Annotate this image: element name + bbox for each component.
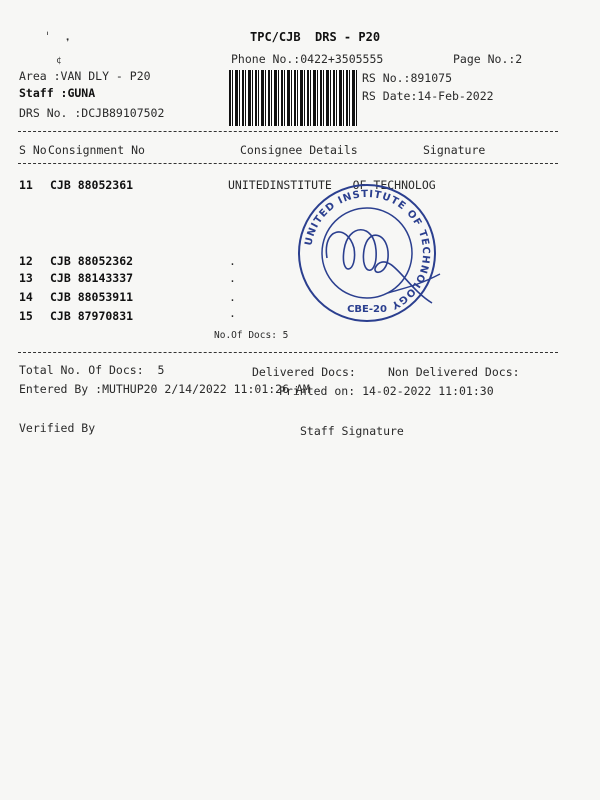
scan-speck: ¢ bbox=[56, 56, 62, 66]
phone-number: Phone No.:0422+3505555 bbox=[231, 52, 384, 66]
col-header-signature: Signature bbox=[423, 143, 486, 157]
drs-number: DRS No. :DCJB89107502 bbox=[19, 106, 165, 120]
total-docs: Total No. Of Docs: 5 bbox=[19, 363, 165, 377]
row-mark: . bbox=[229, 306, 236, 320]
row-consignment: CJB 88143337 bbox=[50, 271, 134, 285]
non-delivered-docs: Non Delivered Docs: bbox=[388, 365, 520, 379]
entered-by: Entered By :MUTHUP20 2/14/2022 11:01:26 AM bbox=[19, 382, 310, 396]
scan-speck: ˈ bbox=[44, 30, 52, 44]
rs-number: RS No.:891075 bbox=[362, 71, 453, 85]
row-consignee: UNITEDINSTITUTE OF TECHNOLOG bbox=[228, 178, 436, 192]
row-sno: 15 bbox=[19, 309, 33, 323]
page-number: Page No.:2 bbox=[453, 52, 523, 66]
row-sno: 11 bbox=[19, 178, 33, 192]
verified-by: Verified By bbox=[19, 421, 96, 435]
row-consignment: CJB 87970831 bbox=[50, 309, 134, 323]
col-header-consignee: Consignee Details bbox=[240, 143, 358, 157]
row-mark: . bbox=[229, 254, 236, 268]
stamp-bottom-text: CBE-20 bbox=[347, 304, 387, 315]
institute-stamp bbox=[292, 178, 442, 328]
row-sno: 14 bbox=[19, 290, 33, 304]
row-mark: . bbox=[229, 271, 236, 285]
printed-on: Printed on: 14-02-2022 11:01:30 bbox=[279, 384, 494, 398]
rs-date: RS Date:14-Feb-2022 bbox=[362, 89, 494, 103]
col-header-consignment: Consignment No bbox=[48, 143, 145, 157]
divider bbox=[18, 131, 558, 132]
row-consignment: CJB 88052362 bbox=[50, 254, 134, 268]
row-consignment: CJB 88053911 bbox=[50, 290, 134, 304]
barcode bbox=[229, 70, 357, 126]
document-title: TPC/CJB DRS - P20 bbox=[250, 30, 381, 44]
divider bbox=[18, 163, 558, 164]
row-mark: . bbox=[229, 290, 236, 304]
staff-label: Staff :GUNA bbox=[19, 86, 96, 100]
scan-speck: ❜ bbox=[64, 36, 72, 50]
delivered-docs: Delivered Docs: bbox=[252, 365, 356, 379]
col-header-sno: S No bbox=[19, 143, 47, 157]
staff-signature: Staff Signature bbox=[300, 424, 404, 438]
no-of-docs: No.Of Docs: 5 bbox=[214, 330, 289, 341]
row-sno: 13 bbox=[19, 271, 33, 285]
row-consignment: CJB 88052361 bbox=[50, 178, 134, 192]
stamp-ring-text: UNITED INSTITUTE OF TECHNOLOGY bbox=[303, 188, 432, 312]
divider bbox=[18, 352, 558, 353]
row-sno: 12 bbox=[19, 254, 33, 268]
area-label: Area :VAN DLY - P20 bbox=[19, 69, 151, 83]
